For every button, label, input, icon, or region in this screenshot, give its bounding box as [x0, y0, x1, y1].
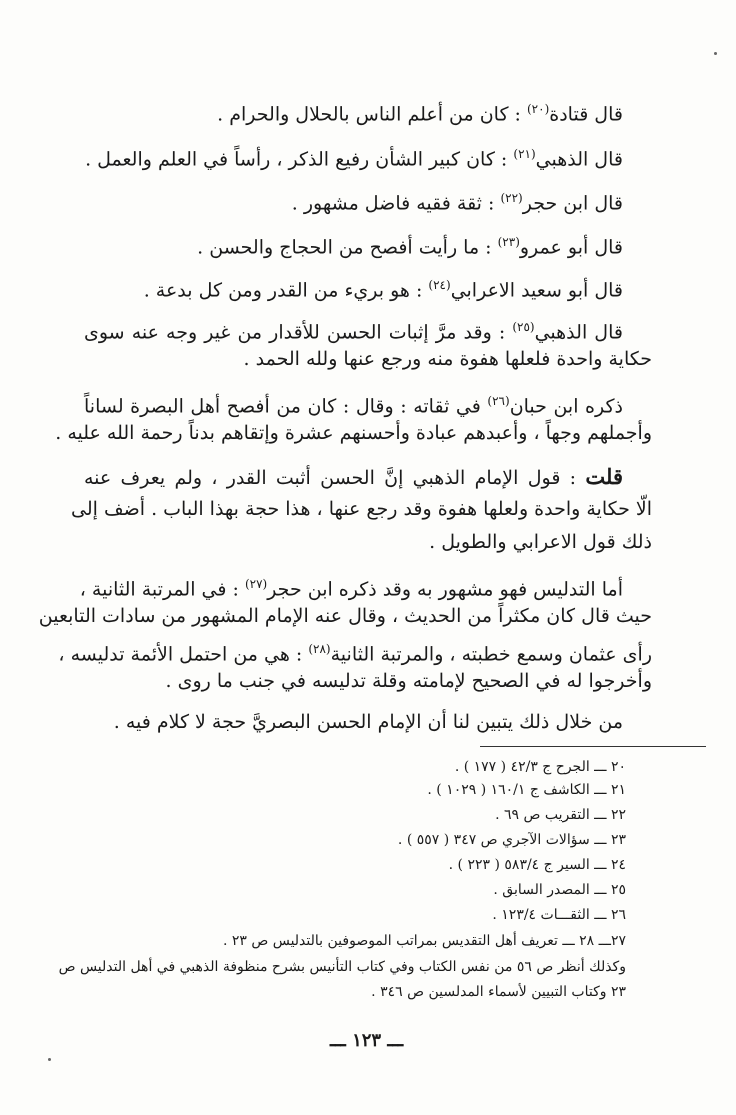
text-segment: قال الذهبي [534, 321, 623, 344]
text-segment: ذكره ابن حبان [509, 395, 623, 418]
footnote-item: ٢١ ـــ الكاشف ج ١٦٠/١ ( ١٠٢٩ ) . [427, 782, 626, 798]
text-line [292, 186, 623, 215]
text-line [166, 669, 653, 693]
footnote-ref: (٢٤) [428, 278, 451, 292]
bold-lead-word: قلت [585, 464, 623, 489]
text-segment: أما التدليس فهو مشهور به وقد ذكره ابن حجر [267, 578, 623, 601]
footnote-ref: (٢٣) [497, 235, 520, 249]
text-segment: وأخرجوا له في الصحيح لإمامته وقلة تدليسه في جنب ما روى . [165, 670, 652, 692]
text-line [38, 604, 652, 628]
text-line [58, 637, 652, 666]
text-segment: الّا حكاية واحدة ولعلها هفوة وقد رجع عنها ، هذا حجة بهذا الباب . أضف إلى [71, 498, 652, 520]
text-segment: : هي من احتمل الأئمة تدليسه ، [58, 643, 309, 666]
footnote-item: ٢٠ ـــ الجرح ج ٤٢/٣ ( ١٧٧ ) . [454, 759, 626, 775]
text-segment: قال الذهبي [535, 148, 623, 171]
text-segment: : هو بريء من القدر ومن كل بدعة . [143, 279, 429, 302]
footnote-item: ٢٤ ـــ السير ج ٥٨٣/٤ ( ٢٢٣ ) . [448, 857, 626, 873]
text-line [197, 230, 623, 259]
footnote-item: ٢٧ـــ ٢٨ ـــ تعريف أهل التقديس بمراتب الموصوفين بالتدليس ص ٢٣ . [222, 933, 626, 949]
text-segment: قال أبو سعيد الاعرابي [450, 279, 623, 302]
text-segment: : كان من أعلم الناس بالحلال والحرام . [217, 103, 527, 126]
text-line [84, 389, 623, 418]
footnote-ref: (٢٠) [526, 102, 550, 116]
footnote-item: ٢٢ ـــ التقريب ص ٦٩ . [495, 807, 626, 823]
footnote-ref: (٢٦) [487, 394, 510, 408]
text-segment: : ثقة فقيه فاضل مشهور . [291, 192, 501, 215]
footnote-item: ٢٣ ـــ سؤالات الآجري ص ٣٤٧ ( ٥٥٧ ) . [397, 832, 626, 848]
text-segment: حكاية واحدة فلعلها هفوة منه ورجع عنها ولله الحمد . [243, 348, 652, 370]
text-segment: في ثقاته : وقال : كان من أفصح أهل البصرة لساناً [84, 395, 488, 418]
footnote-item: ٢٦ ـــ الثقـــات ١٢٣/٤ . [492, 907, 626, 923]
text-line [429, 530, 652, 554]
text-segment: رأى عثمان وسمع خطبته ، والمرتبة الثانية [330, 643, 652, 666]
text-segment: من خلال ذلك يتبين لنا أن الإمام الحسن البصريَّ حجة لا كلام فيه . [113, 711, 623, 733]
page-number: ـــ ١٢٣ ـــ [330, 1030, 404, 1051]
text-line [71, 497, 652, 521]
footnote-ref: (٢٧) [244, 577, 268, 591]
text-line [79, 572, 623, 601]
text-line [84, 315, 623, 344]
text-line [217, 97, 623, 126]
text-line [84, 465, 623, 490]
footnote-ref: (٢٥) [512, 320, 535, 334]
footnote-separator [480, 746, 706, 747]
footnote-ref: (٢١) [513, 147, 536, 161]
text-segment: : كان كبير الشأن رفيع الذكر ، رأساً في العلم والعمل . [85, 148, 514, 171]
text-line [114, 710, 623, 734]
text-segment: ذلك قول الاعرابي والطويل . [429, 531, 652, 553]
footnote-ref: (٢٨) [308, 642, 331, 656]
text-segment: : قول الإمام الذهبي إنَّ الحسن أثبت القدر ، ولم يعرف عنه [84, 467, 586, 489]
footnote-item: وكذلك أنظر ص ٥٦ من نفس الكتاب وفي كتاب التأنيس بشرح منظوفة الذهبي في أهل التدليس ص [58, 959, 626, 975]
text-segment: : في المرتبة الثانية ، [79, 578, 245, 601]
text-line [55, 421, 652, 445]
footnote-item: ٢٣ وكتاب التبيين لأسماء المدلسين ص ٣٤٦ . [371, 984, 626, 1000]
footnote-ref: (٢٢) [500, 191, 523, 205]
text-line [144, 273, 623, 302]
text-segment: قال قتادة [549, 103, 623, 126]
text-segment: حيث قال كان مكثراً من الحديث ، وقال عنه الإمام المشهور من سادات التابعين [38, 605, 652, 627]
text-line [85, 142, 623, 171]
text-segment: : وقد مرَّ إثبات الحسن للأقدار من غير وجه عنه سوى [84, 321, 513, 344]
footnote-item: ٢٥ ـــ المصدر السابق . [493, 882, 626, 898]
margin-mark [714, 52, 717, 55]
text-segment: وأجملهم وجهاً ، وأعبدهم عبادة وأحسنهم عشرة وإتقاهم بدناً رحمة الله عليه . [55, 422, 652, 444]
text-segment: قال أبو عمرو [519, 236, 623, 259]
text-segment: قال ابن حجر [522, 192, 623, 215]
text-line [244, 347, 652, 371]
text-segment: : ما رأيت أفصح من الحجاج والحسن . [197, 236, 498, 259]
margin-mark [48, 1058, 51, 1061]
